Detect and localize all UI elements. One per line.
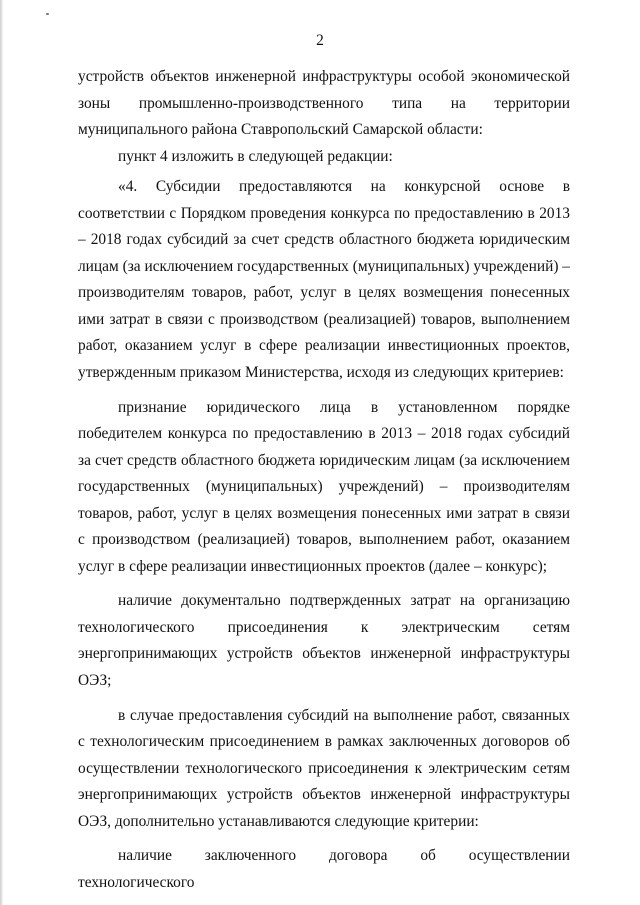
paragraph-point-4: «4. Субсидии предоставляются на конкурсной основе в соответствии с Порядком проведения конкурса по предоставлению в 2013 – 2018 годах субсидий за счет средств областного бюджета юридическим лицам (за исключением государственных (муниципальных) учреждений) – производителям товаров, работ, услуг в целях возмещения понесенных ими затрат в связи с производством (реализацией) товаров, выполнением работ, оказанием услуг в сфере реализации инвестиционных проектов, утвержденным приказом Министерства, исходя из следующих критериев: [78,178,570,382]
paragraph-amendment-instruction: пункт 4 изложить в следующей редакции: [118,147,393,165]
paragraph-contract-criterion: наличие заключенного договора об осуществлении технологического [78,847,570,891]
paragraph-criterion-winner: признание юридического лица в установленном порядке победителем конкурса по предоставлению в 2013 – 2018 годах субсидий за счет средств областного бюджета юридическим лицам (за исключением государственных (муниципальных) учреждений) – производителям товаров, работ, услуг в целях возмещения понесенных ими затрат в связи с производством (реализацией) товаров, выполнением работ, оказанием услуг в сфере реализации инвестиционных проектов (далее – конкурс); [78,398,570,575]
paragraph-continuation: устройств объектов инженерной инфраструктуры особой экономической зоны промышленно-производственного типа на территории муниципального района Ставропольский Самарской области: [78,68,570,139]
scan-speck [46,13,49,15]
paragraph-additional-criteria: в случае предоставления субсидий на выполнение работ, связанных с технологическим присоединением в рамках заключенных договоров об осуществлении технологического присоединения к электрическим сетям энергопринимающих устройств объектов инженерной инфраструктуры ОЭЗ, дополнительно устанавливаются следующие критерии: [78,706,570,830]
page-number: 2 [316,32,324,49]
scan-edge [0,0,3,905]
document-body [78,64,570,896]
paragraph-criterion-costs: наличие документально подтвержденных затрат на организацию технологического присоединения к электрическим сетям энергопринимающих устройств объектов инженерной инфраструктуры ОЭЗ; [78,592,570,690]
